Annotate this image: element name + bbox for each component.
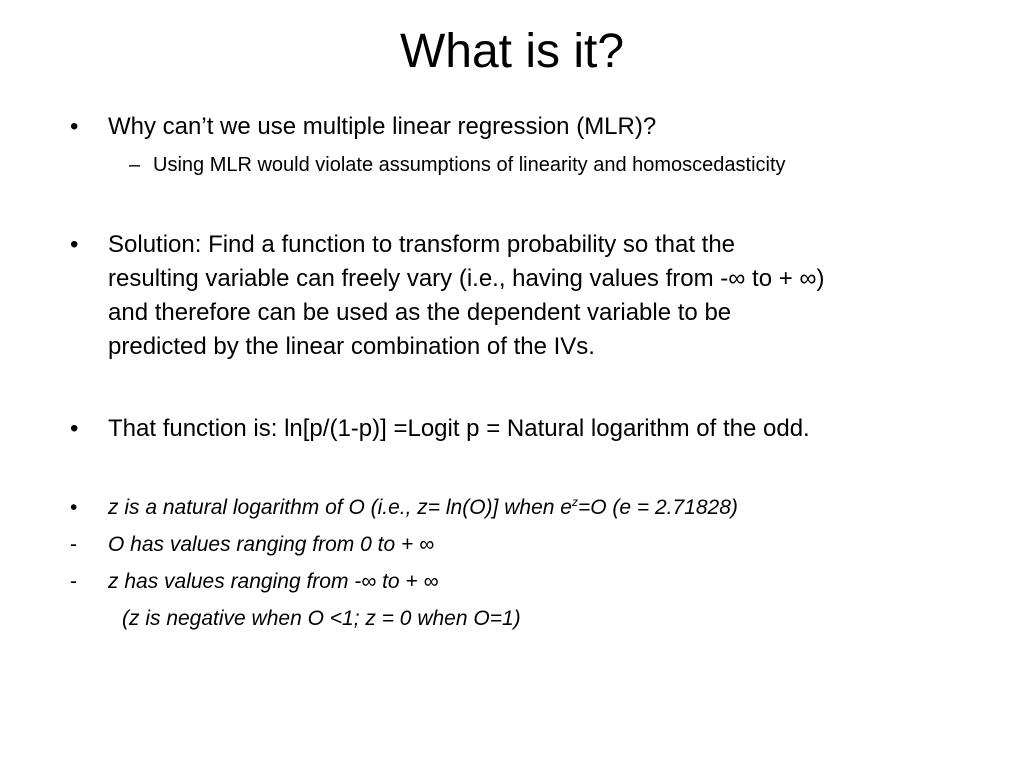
bullet-text: That function is: ln[p/(1-p)] =Logit p = Natural logarithm of the odd.	[108, 415, 810, 442]
bullet-marker: •	[70, 415, 79, 442]
solution-line-2: resulting variable can freely vary (i.e., having values from -∞ to + ∞)	[108, 265, 825, 292]
bullet-logit-function	[70, 412, 970, 446]
dash-marker: -	[70, 533, 77, 556]
bullet-marker: •	[70, 231, 79, 258]
natural-log-text-before: z is a natural logarithm of O (i.e., z= ln(O)] when e	[108, 496, 572, 519]
bullet-marker: •	[70, 496, 78, 519]
item-o-range	[70, 530, 970, 560]
bullet-text: Why can’t we use multiple linear regression (MLR)?	[108, 113, 657, 140]
dash-marker: -	[70, 570, 77, 593]
bullet-solution	[70, 228, 970, 364]
item-text: (z is negative when O <1; z = 0 when O=1)	[122, 607, 521, 630]
sub-bullet-mlr-violation	[129, 151, 989, 179]
item-z-range	[70, 567, 970, 597]
bullet-mlr-question	[70, 110, 970, 144]
natural-log-text-after: =O (e = 2.71828)	[577, 496, 738, 519]
item-text: z has values ranging from -∞ to + ∞	[108, 570, 439, 593]
item-z-negative-note	[122, 604, 1022, 634]
dash-marker: –	[129, 154, 141, 176]
bullet-marker: •	[70, 113, 79, 140]
bullet-natural-log	[70, 493, 970, 523]
sub-bullet-text: Using MLR would violate assumptions of linearity and homoscedasticity	[153, 154, 786, 176]
solution-line-1: Solution: Find a function to transform probability so that the	[108, 231, 736, 258]
solution-line-3: and therefore can be used as the dependent variable to be	[108, 299, 732, 326]
solution-line-4: predicted by the linear combination of the IVs.	[108, 333, 595, 360]
slide-title: What is it?	[399, 25, 625, 78]
item-text: O has values ranging from 0 to + ∞	[108, 533, 435, 556]
natural-log-text	[108, 496, 738, 519]
superscript-z: z	[571, 495, 578, 509]
